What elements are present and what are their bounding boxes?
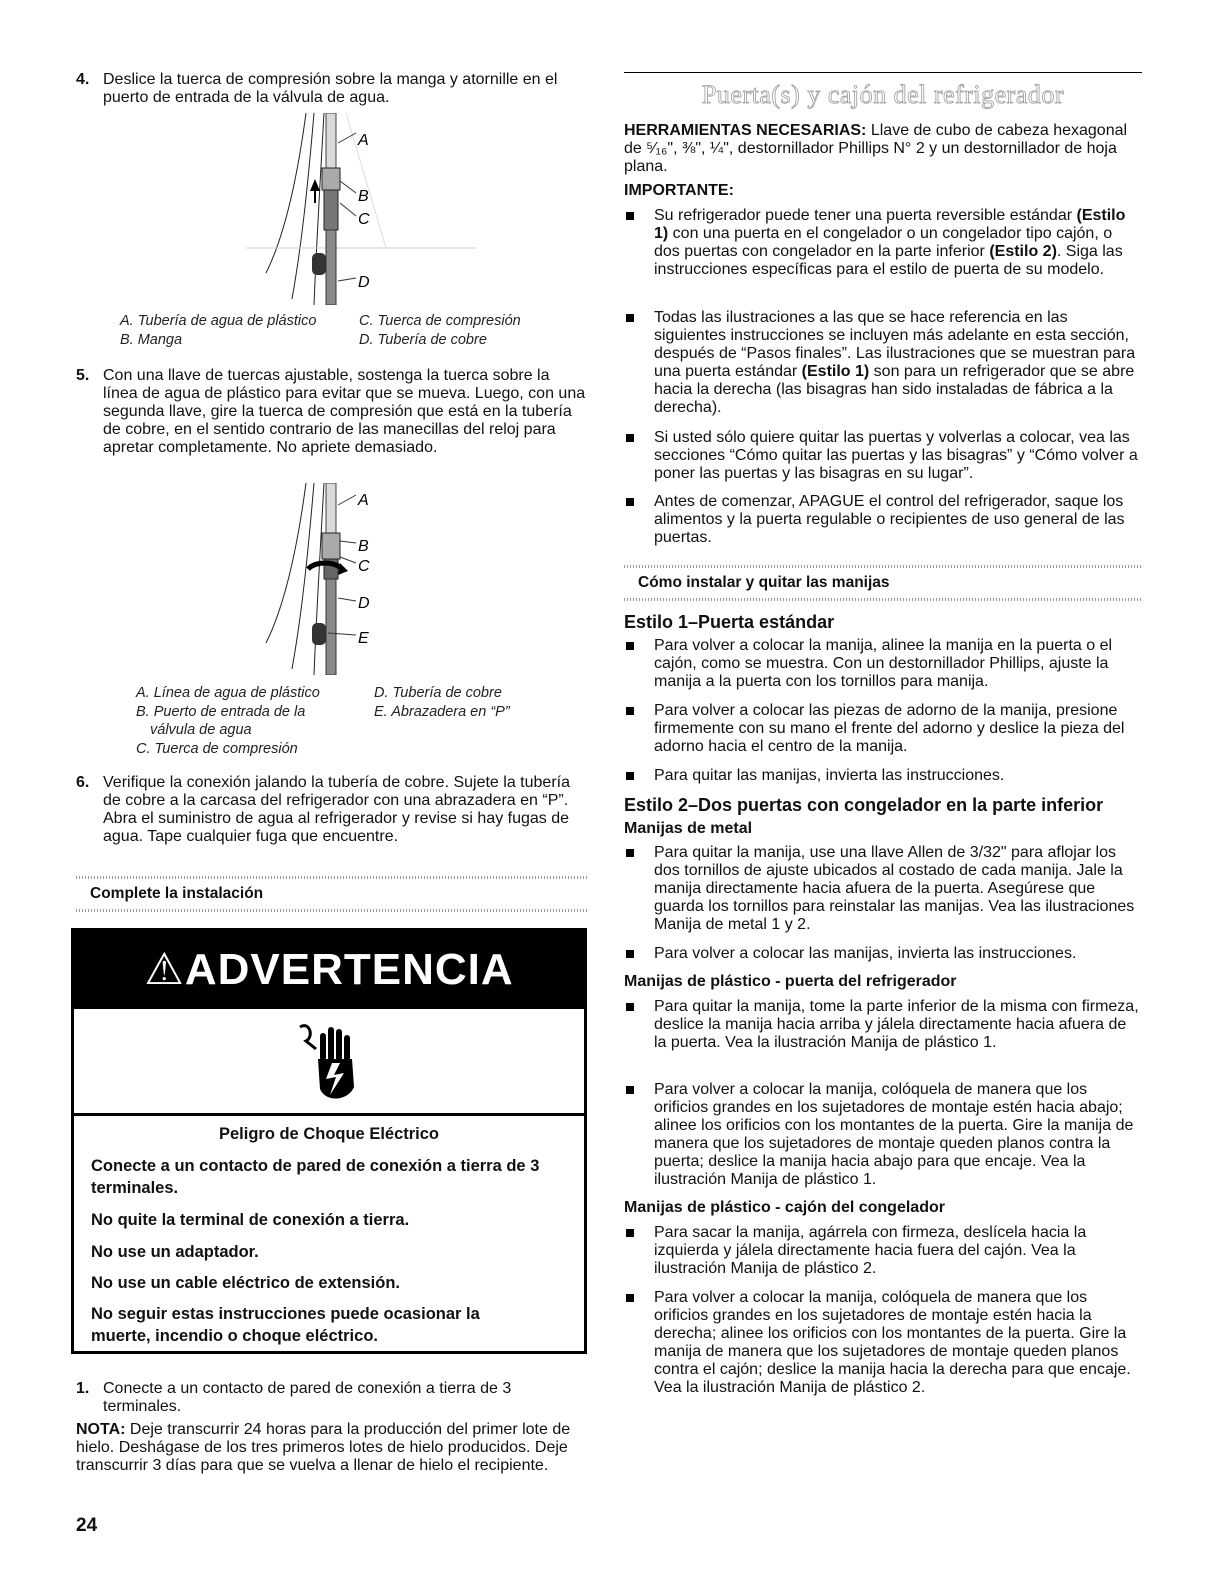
- section-title: Puerta(s) y cajón del refrigerador: [701, 80, 1065, 109]
- page-number: 24: [76, 1515, 98, 1536]
- important-bullet-2: Todas las ilustraciones a las que se hace referencia en las siguientes instrucciones se incluyen más adelante en esta sección, después de “Pasos finales”. Las ilustraciones que se muestran para una puerta estándar (Estilo 1) son para un refrigerador que se abre hacia la derecha (las bisagras han sido instaladas de fábrica a la derecha).: [624, 309, 1142, 417]
- important-bullet-4: Antes de comenzar, APAGUE el control del refrigerador, saque los alimentos y la puerta regulable o recipientes de uso general de las puertas.: [624, 493, 1142, 547]
- fig2-label-d: D: [358, 595, 370, 612]
- important-bullet-3: Si usted sólo quiere quitar las puertas y volverlas a colocar, vea las secciones “Cómo quitar las puertas y las bisagras” y “Cómo volver a poner las puertas y las bisagras en su lugar”.: [624, 429, 1142, 483]
- metal-handles-heading: Manijas de metal: [624, 820, 753, 837]
- final-step-1: 1. Conecte a un contacto de pared de conexión a tierra de 3 terminales.: [76, 1380, 512, 1415]
- fig1-caption-d: D. Tubería de cobre: [359, 332, 487, 348]
- compression-nut-figure-2: [246, 483, 486, 675]
- plastic-drawer-bullet-1: Para sacar la manija, agárrela con firmeza, deslícela hacia la izquierda y jálela directamente hacia fuera del cajón. Vea la ilustración Manija de plástico 2.: [624, 1224, 1142, 1278]
- step-5: 5. Con una llave de tuercas ajustable, sostenga la tuerca sobre la línea de agua de plástico para evitar que se mueva. Luego, con una segunda llave, gire la tuerca de compresión que está en la tubería de cobre, en el sentido contrario de las manecillas del reloj para apretar completamente. No apriete demasiado.: [76, 367, 586, 456]
- section-header-complete-installation: Complete la instalación: [76, 876, 588, 912]
- tools-needed: HERRAMIENTAS NECESARIAS: Llave de cubo de cabeza hexagonal de ⁵⁄₁₆", ⅜", ¼", destornillador Phillips N° 2 y un destornillador de hoja plana.: [624, 122, 1128, 175]
- warning-divider: [74, 1113, 584, 1116]
- metal-bullet-1: Para quitar la manija, use una llave Allen de 3/32" para aflojar los dos tornillos de ajuste ubicados al costado de cada manija. Jale la manija directamente hacia afuera de la puerta. Asegúrese que guarda los tornillos para reinstalar las manijas. Vea las ilustraciones Manija de metal 1 y 2.: [624, 844, 1142, 934]
- fig1-label-d: D: [358, 274, 370, 291]
- plastic-drawer-heading: Manijas de plástico - cajón del congelador: [624, 1199, 945, 1216]
- plastic-door-bullet-2: Para volver a colocar la manija, colóquela de manera que los orificios grandes en los sujetadores de montaje estén hacia abajo; alinee los orificios con los montantes de la puerta. Gire la manija de manera que los sujetadores de montaje queden planos contra la puerta; deslice la manija hacia abajo para que encaje. Vea la ilustración Manija de plástico 1.: [624, 1081, 1142, 1189]
- fig2-label-b: B: [358, 538, 369, 555]
- warning-box: [71, 928, 587, 1354]
- metal-bullet-2: Para volver a colocar las manijas, invierta las instrucciones.: [624, 945, 1142, 963]
- fig2-caption-c: C. Tuerca de compresión: [136, 741, 298, 757]
- fig1-label-b: B: [358, 188, 369, 205]
- style1-bullet-3: Para quitar las manijas, invierta las instrucciones.: [624, 767, 1142, 785]
- fig1-label-c: C: [358, 211, 370, 228]
- section-header-handles: Cómo instalar y quitar las manijas: [624, 565, 1142, 601]
- fig2-label-a: A: [358, 492, 369, 509]
- style2-heading: Estilo 2–Dos puertas con congelador en la parte inferior: [624, 795, 1104, 815]
- ice-note: NOTA: Deje transcurrir 24 horas para la producción del primer lote de hielo. Deshágase de los tres primeros lotes de hielo producidos. Deje transcurrir 3 días para que se vuelva a llenar de hielo el recipiente.: [76, 1421, 571, 1474]
- plastic-door-heading: Manijas de plástico - puerta del refrigerador: [624, 973, 957, 990]
- warning-banner: [74, 931, 584, 1009]
- fig2-caption-e: E. Abrazadera en “P”: [374, 704, 510, 720]
- warning-line-5: No seguir estas instrucciones puede ocasionar la muerte, incendio o choque eléctrico.: [91, 1305, 480, 1345]
- plastic-drawer-bullet-2: Para volver a colocar la manija, colóquela de manera que los orificios grandes en los sujetadores de montaje estén hacia la derecha; alinee los orificios con los montantes de la puerta. Gire la manija de manera que los sujetadores de montaje queden planos contra el cajón; deslice la manija hacia la derecha para que encaje. Vea la ilustración Manija de plástico 2.: [624, 1289, 1142, 1397]
- style1-heading: Estilo 1–Puerta estándar: [624, 612, 835, 632]
- warning-title: ADVERTENCIA: [184, 945, 514, 994]
- fig2-label-c: C: [358, 558, 370, 575]
- style1-bullet-1: Para volver a colocar la manija, alinee la manija en la puerta o el cajón, como se muestra. Con un destornillador Phillips, ajuste la manija a la puerta con los tornillos para manija.: [624, 637, 1142, 691]
- important-label: IMPORTANTE:: [624, 182, 734, 199]
- fig1-caption-a: A. Tubería de agua de plástico: [120, 313, 317, 329]
- fig2-caption-b: B. Puerto de entrada de la: [136, 704, 306, 720]
- warning-triangle-icon: ⚠: [144, 945, 185, 994]
- fig2-caption-d: D. Tubería de cobre: [374, 685, 502, 701]
- fig1-label-a: A: [358, 132, 369, 149]
- fig2-caption-b-cont: válvula de agua: [150, 722, 252, 738]
- warning-line-2: No quite la terminal de conexión a tierra.: [91, 1211, 410, 1229]
- fig1-caption-c: C. Tuerca de compresión: [359, 313, 521, 329]
- step-6: 6. Verifique la conexión jalando la tubería de cobre. Sujete la tubería de cobre a la carcasa del refrigerador con una abrazadera en “P”. Abra el suministro de agua al refrigerador y revise si hay fugas de agua. Tape cualquier fuga que encuentre.: [76, 774, 570, 845]
- warning-line-3: No use un adaptador.: [91, 1243, 259, 1261]
- fig2-label-e: E: [358, 630, 369, 647]
- compression-nut-figure-1: [246, 113, 486, 305]
- style1-bullet-2: Para volver a colocar las piezas de adorno de la manija, presione firmemente con su mano el frente del adorno y deslice la pieza del adorno hacia el centro de la manija.: [624, 702, 1142, 756]
- fig1-caption-b: B. Manga: [120, 332, 183, 348]
- plastic-door-bullet-1: Para quitar la manija, tome la parte inferior de la misma con firmeza, deslice la manija hacia arriba y jálela directamente hacia afuera de la puerta. Vea la ilustración Manija de plástico 1.: [624, 998, 1142, 1052]
- electric-shock-icon: [296, 1019, 364, 1107]
- hazard-title: Peligro de Choque Eléctrico: [218, 1125, 440, 1143]
- warning-line-1: Conecte a un contacto de pared de conexión a tierra de 3 terminales.: [91, 1157, 540, 1197]
- fig2-caption-a: A. Línea de agua de plástico: [136, 685, 320, 701]
- important-bullet-1: Su refrigerador puede tener una puerta reversible estándar (Estilo 1) con una puerta en el congelador o un congelador tipo cajón, o dos puertas con congelador en la parte inferior (Estilo 2). Siga las instrucciones específicas para el estilo de puerta de su modelo.: [624, 207, 1142, 279]
- warning-line-4: No use un cable eléctrico de extensión.: [91, 1274, 401, 1292]
- title-rule: [624, 72, 1142, 73]
- step-4: 4. Deslice la tuerca de compresión sobre la manga y atornille en el puerto de entrada de la válvula de agua.: [76, 71, 558, 106]
